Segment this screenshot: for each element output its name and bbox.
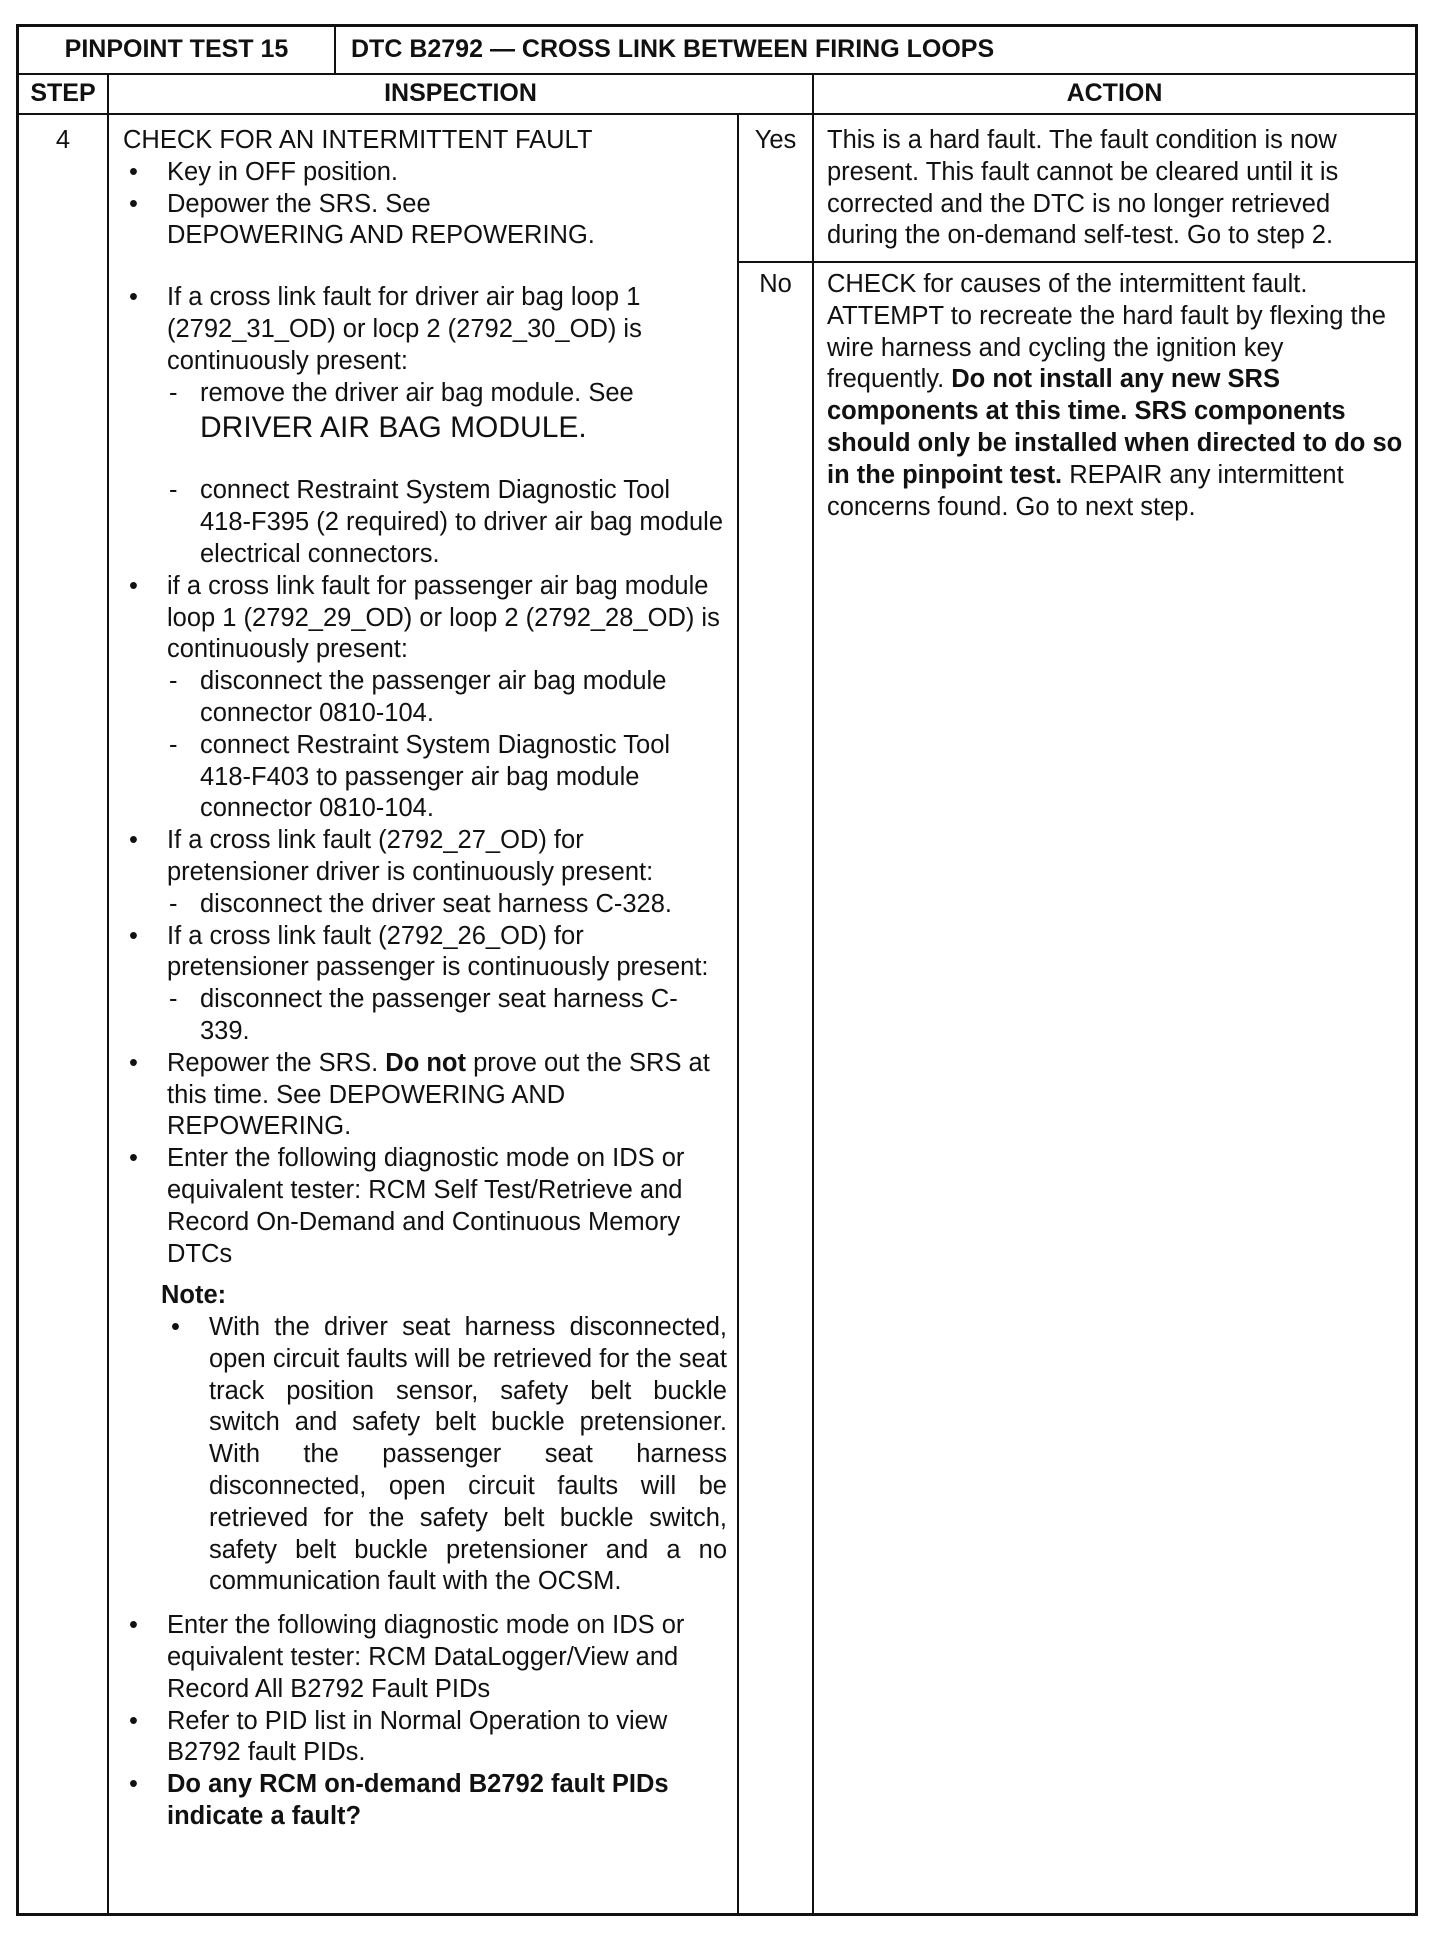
list-item: • If a cross link fault for driver air bag loop 1 (2792_31_OD) or locp 2 (2792_30_OD) is continuously present: - remove the driver air bag module. See DRIVER AIR BAG MODULE. - connect Restraint System Diagnostic Tool 418-F395 (2 required) to driver air bag module electrical connectors.: [123, 282, 727, 571]
no-action-warning: Do not install any new SRS components at this time. SRS components should only be installed when directed to do so in the pinpoint test.: [827, 365, 1403, 489]
title-divider: [334, 27, 336, 73]
no-label: No: [759, 270, 792, 298]
yes-no-row-divider: [737, 261, 1415, 263]
header-divider: [19, 73, 1415, 75]
sub-step: - disconnect the driver seat harness C-328.: [167, 889, 727, 921]
step-column-header: STEP: [30, 79, 96, 107]
list-item: • Depower the SRS. See DEPOWERING AND REPOWERING.: [123, 189, 727, 253]
list-item: • if a cross link fault for passenger air bag module loop 1 (2792_29_OD) or loop 2 (2792_28_OD) is continuously present: - disconnect the passenger air bag module connector 0810-104. - connect Restraint System Diagnostic Tool 418-F403 to passenger air bag module connector 0810-104.: [123, 571, 727, 825]
sub-step: - remove the driver air bag module. See DRIVER AIR BAG MODULE.: [167, 378, 727, 448]
column-header-divider: [19, 113, 1415, 115]
list-item: • Refer to PID list in Normal Operation to view B2792 fault PIDs.: [123, 1706, 727, 1770]
action-column-divider: [812, 73, 814, 1913]
list-item: • Enter the following diagnostic mode on IDS or equivalent tester: RCM Self Test/Retrieve and Record On-Demand and Continuous Memory DTCs: [123, 1143, 727, 1270]
sub-step: - connect Restraint System Diagnostic Tool 418-F403 to passenger air bag module connector 0810-104.: [167, 730, 727, 825]
step-column-divider: [107, 73, 109, 1913]
list-item: • Enter the following diagnostic mode on IDS or equivalent tester: RCM DataLogger/View and Record All B2792 Fault PIDs: [123, 1610, 727, 1705]
pinpoint-test-table: [16, 24, 1418, 1916]
inspection-column-header: INSPECTION: [384, 79, 537, 107]
step-number: 4: [55, 126, 71, 154]
module-reference: DRIVER AIR BAG MODULE.: [200, 411, 587, 445]
sub-step: - connect Restraint System Diagnostic Tool 418-F395 (2 required) to driver air bag module electrical connectors.: [167, 475, 727, 570]
no-action-text: CHECK for causes of the intermittent fault. ATTEMPT to recreate the hard fault by flexing the wire harness and cycling the ignition key frequently. Do not install any new SRS components at this time. SRS components should only be installed when directed to do so in the pinpoint test. REPAIR any intermittent concerns found. Go to next step.: [827, 270, 1403, 521]
note-text: • With the driver seat harness disconnected, open circuit faults will be retrieved for the seat track position sensor, safety belt buckle switch and safety belt buckle pretensioner. With the passenger seat harness disconnected, open circuit faults will be retrieved for the safety belt buckle switch, safety belt buckle pretensioner and a no communication fault with the OCSM.: [161, 1312, 727, 1598]
inspection-content: [123, 125, 727, 1833]
yes-label: Yes: [754, 126, 797, 154]
yes-no-divider: [737, 113, 739, 1913]
inspection-steps-final: [123, 1610, 727, 1833]
check-title: CHECK FOR AN INTERMITTENT FAULT: [123, 126, 593, 154]
dtc-title: DTC B2792 — CROSS LINK BETWEEN FIRING LOOPS: [351, 35, 995, 63]
list-item: • If a cross link fault (2792_26_OD) for pretensioner passenger is continuously present: - disconnect the passenger seat harness C-339.: [123, 921, 727, 1048]
yes-action-text: This is a hard fault. The fault condition is now present. This fault cannot be cleared until it is corrected and the DTC is no longer retrieved during the on-demand self-test. Go to step 2.: [827, 126, 1339, 250]
sub-step: - disconnect the passenger seat harness C-339.: [167, 984, 727, 1048]
note-label: Note:: [161, 1281, 227, 1310]
final-question: Do any RCM on-demand B2792 fault PIDs indicate a fault?: [167, 1770, 669, 1831]
list-item: • Repower the SRS. Do not prove out the SRS at this time. See DEPOWERING AND REPOWERING.: [123, 1048, 727, 1143]
list-item: • Key in OFF position.: [123, 157, 727, 189]
test-label: PINPOINT TEST 15: [64, 35, 289, 63]
action-column-header: ACTION: [1066, 79, 1163, 107]
list-item: [123, 1769, 727, 1833]
note-block: [161, 1280, 727, 1598]
sub-step: - disconnect the passenger air bag module connector 0810-104.: [167, 666, 727, 730]
inspection-steps: [123, 157, 727, 1271]
list-item: • If a cross link fault (2792_27_OD) for pretensioner driver is continuously present: - disconnect the driver seat harness C-328.: [123, 825, 727, 920]
